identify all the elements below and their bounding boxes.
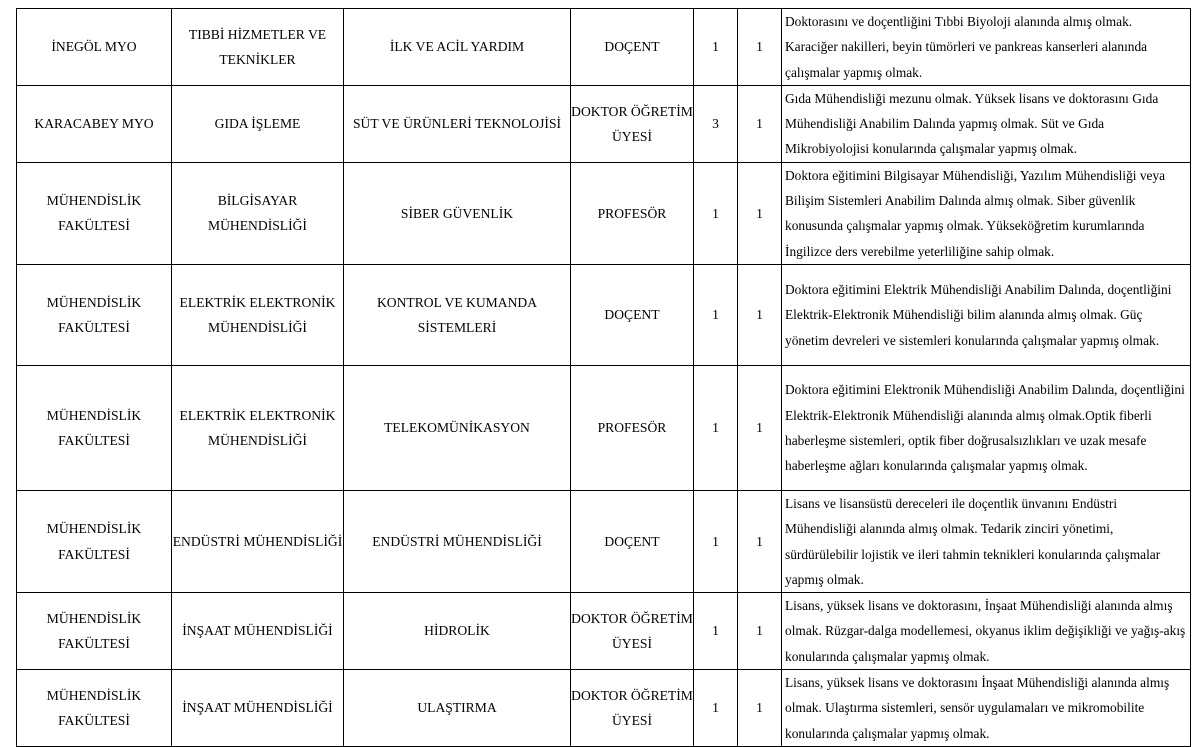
requirements-cell: Doktorasını ve doçentliğini Tıbbi Biyoloji alanında almış olmak. Karaciğer nakilleri, beyin tümörleri ve pankreas kanserleri alanında çalışmalar yapmış olmak. xyxy=(782,9,1191,86)
program-cell: TELEKOMÜNİKASYON xyxy=(344,365,571,490)
requirements-cell: Doktora eğitimini Elektronik Mühendisliği Anabilim Dalında, doçentliğini Elektrik-Elektronik Mühendisliği alanında almış olmak.Optik fiberli haberleşme sistemleri, optik fiber doğrusalsızlıkları ve uzak mesafe haberleşme ağları konularında çalışmalar yapmış olmak. xyxy=(782,365,1191,490)
title-cell: DOÇENT xyxy=(571,264,694,365)
rank-cell: 3 xyxy=(694,85,738,162)
table-row xyxy=(17,490,1191,592)
rank-cell: 1 xyxy=(694,490,738,592)
count-cell: 1 xyxy=(738,593,782,670)
rank-cell: 1 xyxy=(694,9,738,86)
rank-cell: 1 xyxy=(694,670,738,747)
title-cell: DOÇENT xyxy=(571,9,694,86)
title-cell: PROFESÖR xyxy=(571,365,694,490)
table-row xyxy=(17,264,1191,365)
program-cell: ULAŞTIRMA xyxy=(344,670,571,747)
table-row xyxy=(17,365,1191,490)
department-cell: İNŞAAT MÜHENDİSLİĞİ xyxy=(172,670,344,747)
department-cell: BİLGİSAYAR MÜHENDİSLİĞİ xyxy=(172,162,344,264)
table-row xyxy=(17,670,1191,747)
count-cell: 1 xyxy=(738,365,782,490)
title-cell: DOKTOR ÖĞRETİM ÜYESİ xyxy=(571,85,694,162)
program-cell: ENDÜSTRİ MÜHENDİSLİĞİ xyxy=(344,490,571,592)
program-cell: SİBER GÜVENLİK xyxy=(344,162,571,264)
department-cell: GIDA İŞLEME xyxy=(172,85,344,162)
requirements-cell: Doktora eğitimini Elektrik Mühendisliği Anabilim Dalında, doçentliğini Elektrik-Elektronik Mühendisliği bilim alanında almış olmak. Güç yönetim devreleri ve sistemleri konularında çalışmalar yapmış olmak. xyxy=(782,264,1191,365)
rank-cell: 1 xyxy=(694,264,738,365)
count-cell: 1 xyxy=(738,264,782,365)
program-cell: SÜT VE ÜRÜNLERİ TEKNOLOJİSİ xyxy=(344,85,571,162)
department-cell: İNŞAAT MÜHENDİSLİĞİ xyxy=(172,593,344,670)
title-cell: PROFESÖR xyxy=(571,162,694,264)
rank-cell: 1 xyxy=(694,593,738,670)
count-cell: 1 xyxy=(738,490,782,592)
unit-cell: MÜHENDİSLİK FAKÜLTESİ xyxy=(17,365,172,490)
department-cell: ELEKTRİK ELEKTRONİK MÜHENDİSLİĞİ xyxy=(172,264,344,365)
staff-positions-table xyxy=(16,8,1191,747)
program-cell: İLK VE ACİL YARDIM xyxy=(344,9,571,86)
count-cell: 1 xyxy=(738,9,782,86)
rank-cell: 1 xyxy=(694,162,738,264)
program-cell: KONTROL VE KUMANDA SİSTEMLERİ xyxy=(344,264,571,365)
unit-cell: MÜHENDİSLİK FAKÜLTESİ xyxy=(17,490,172,592)
department-cell: ELEKTRİK ELEKTRONİK MÜHENDİSLİĞİ xyxy=(172,365,344,490)
title-cell: DOÇENT xyxy=(571,490,694,592)
department-cell: ENDÜSTRİ MÜHENDİSLİĞİ xyxy=(172,490,344,592)
count-cell: 1 xyxy=(738,162,782,264)
unit-cell: MÜHENDİSLİK FAKÜLTESİ xyxy=(17,593,172,670)
requirements-cell: Lisans ve lisansüstü dereceleri ile doçentlik ünvanını Endüstri Mühendisliği alanında almış olmak. Tedarik zinciri yönetimi, sürdürülebilir lojistik ve ileri tahmin teknikleri konularında çalışmalar yapmış olmak. xyxy=(782,490,1191,592)
count-cell: 1 xyxy=(738,670,782,747)
table-row xyxy=(17,85,1191,162)
title-cell: DOKTOR ÖĞRETİM ÜYESİ xyxy=(571,593,694,670)
requirements-cell: Lisans, yüksek lisans ve doktorasını, İnşaat Mühendisliği alanında almış olmak. Rüzgar-dalga modellemesi, okyanus iklim değişikliği ve yağış-akış konularında çalışmalar yapmış olmak. xyxy=(782,593,1191,670)
unit-cell: MÜHENDİSLİK FAKÜLTESİ xyxy=(17,670,172,747)
department-cell: TIBBİ HİZMETLER VE TEKNİKLER xyxy=(172,9,344,86)
unit-cell: MÜHENDİSLİK FAKÜLTESİ xyxy=(17,162,172,264)
requirements-cell: Lisans, yüksek lisans ve doktorasını İnşaat Mühendisliği alanında almış olmak. Ulaştırma sistemleri, sensör uygulamaları ve mikromobilite konularında çalışmalar yapmış olmak. xyxy=(782,670,1191,747)
program-cell: HİDROLİK xyxy=(344,593,571,670)
table-row xyxy=(17,593,1191,670)
requirements-cell: Gıda Mühendisliği mezunu olmak. Yüksek lisans ve doktorasını Gıda Mühendisliği Anabilim Dalında yapmış olmak. Süt ve Gıda Mikrobiyolojisi konularında çalışmalar yapmış olmak. xyxy=(782,85,1191,162)
count-cell: 1 xyxy=(738,85,782,162)
title-cell: DOKTOR ÖĞRETİM ÜYESİ xyxy=(571,670,694,747)
requirements-cell: Doktora eğitimini Bilgisayar Mühendisliği, Yazılım Mühendisliği veya Bilişim Sistemleri Anabilim Dalında almış olmak. Siber güvenlik konusunda çalışmalar yapmış olmak. Yükseköğretim kurumlarında İngilizce ders verebilme yeterliliğine sahip olmak. xyxy=(782,162,1191,264)
unit-cell: MÜHENDİSLİK FAKÜLTESİ xyxy=(17,264,172,365)
unit-cell: İNEGÖL MYO xyxy=(17,9,172,86)
table-row xyxy=(17,162,1191,264)
rank-cell: 1 xyxy=(694,365,738,490)
unit-cell: KARACABEY MYO xyxy=(17,85,172,162)
table-row xyxy=(17,9,1191,86)
